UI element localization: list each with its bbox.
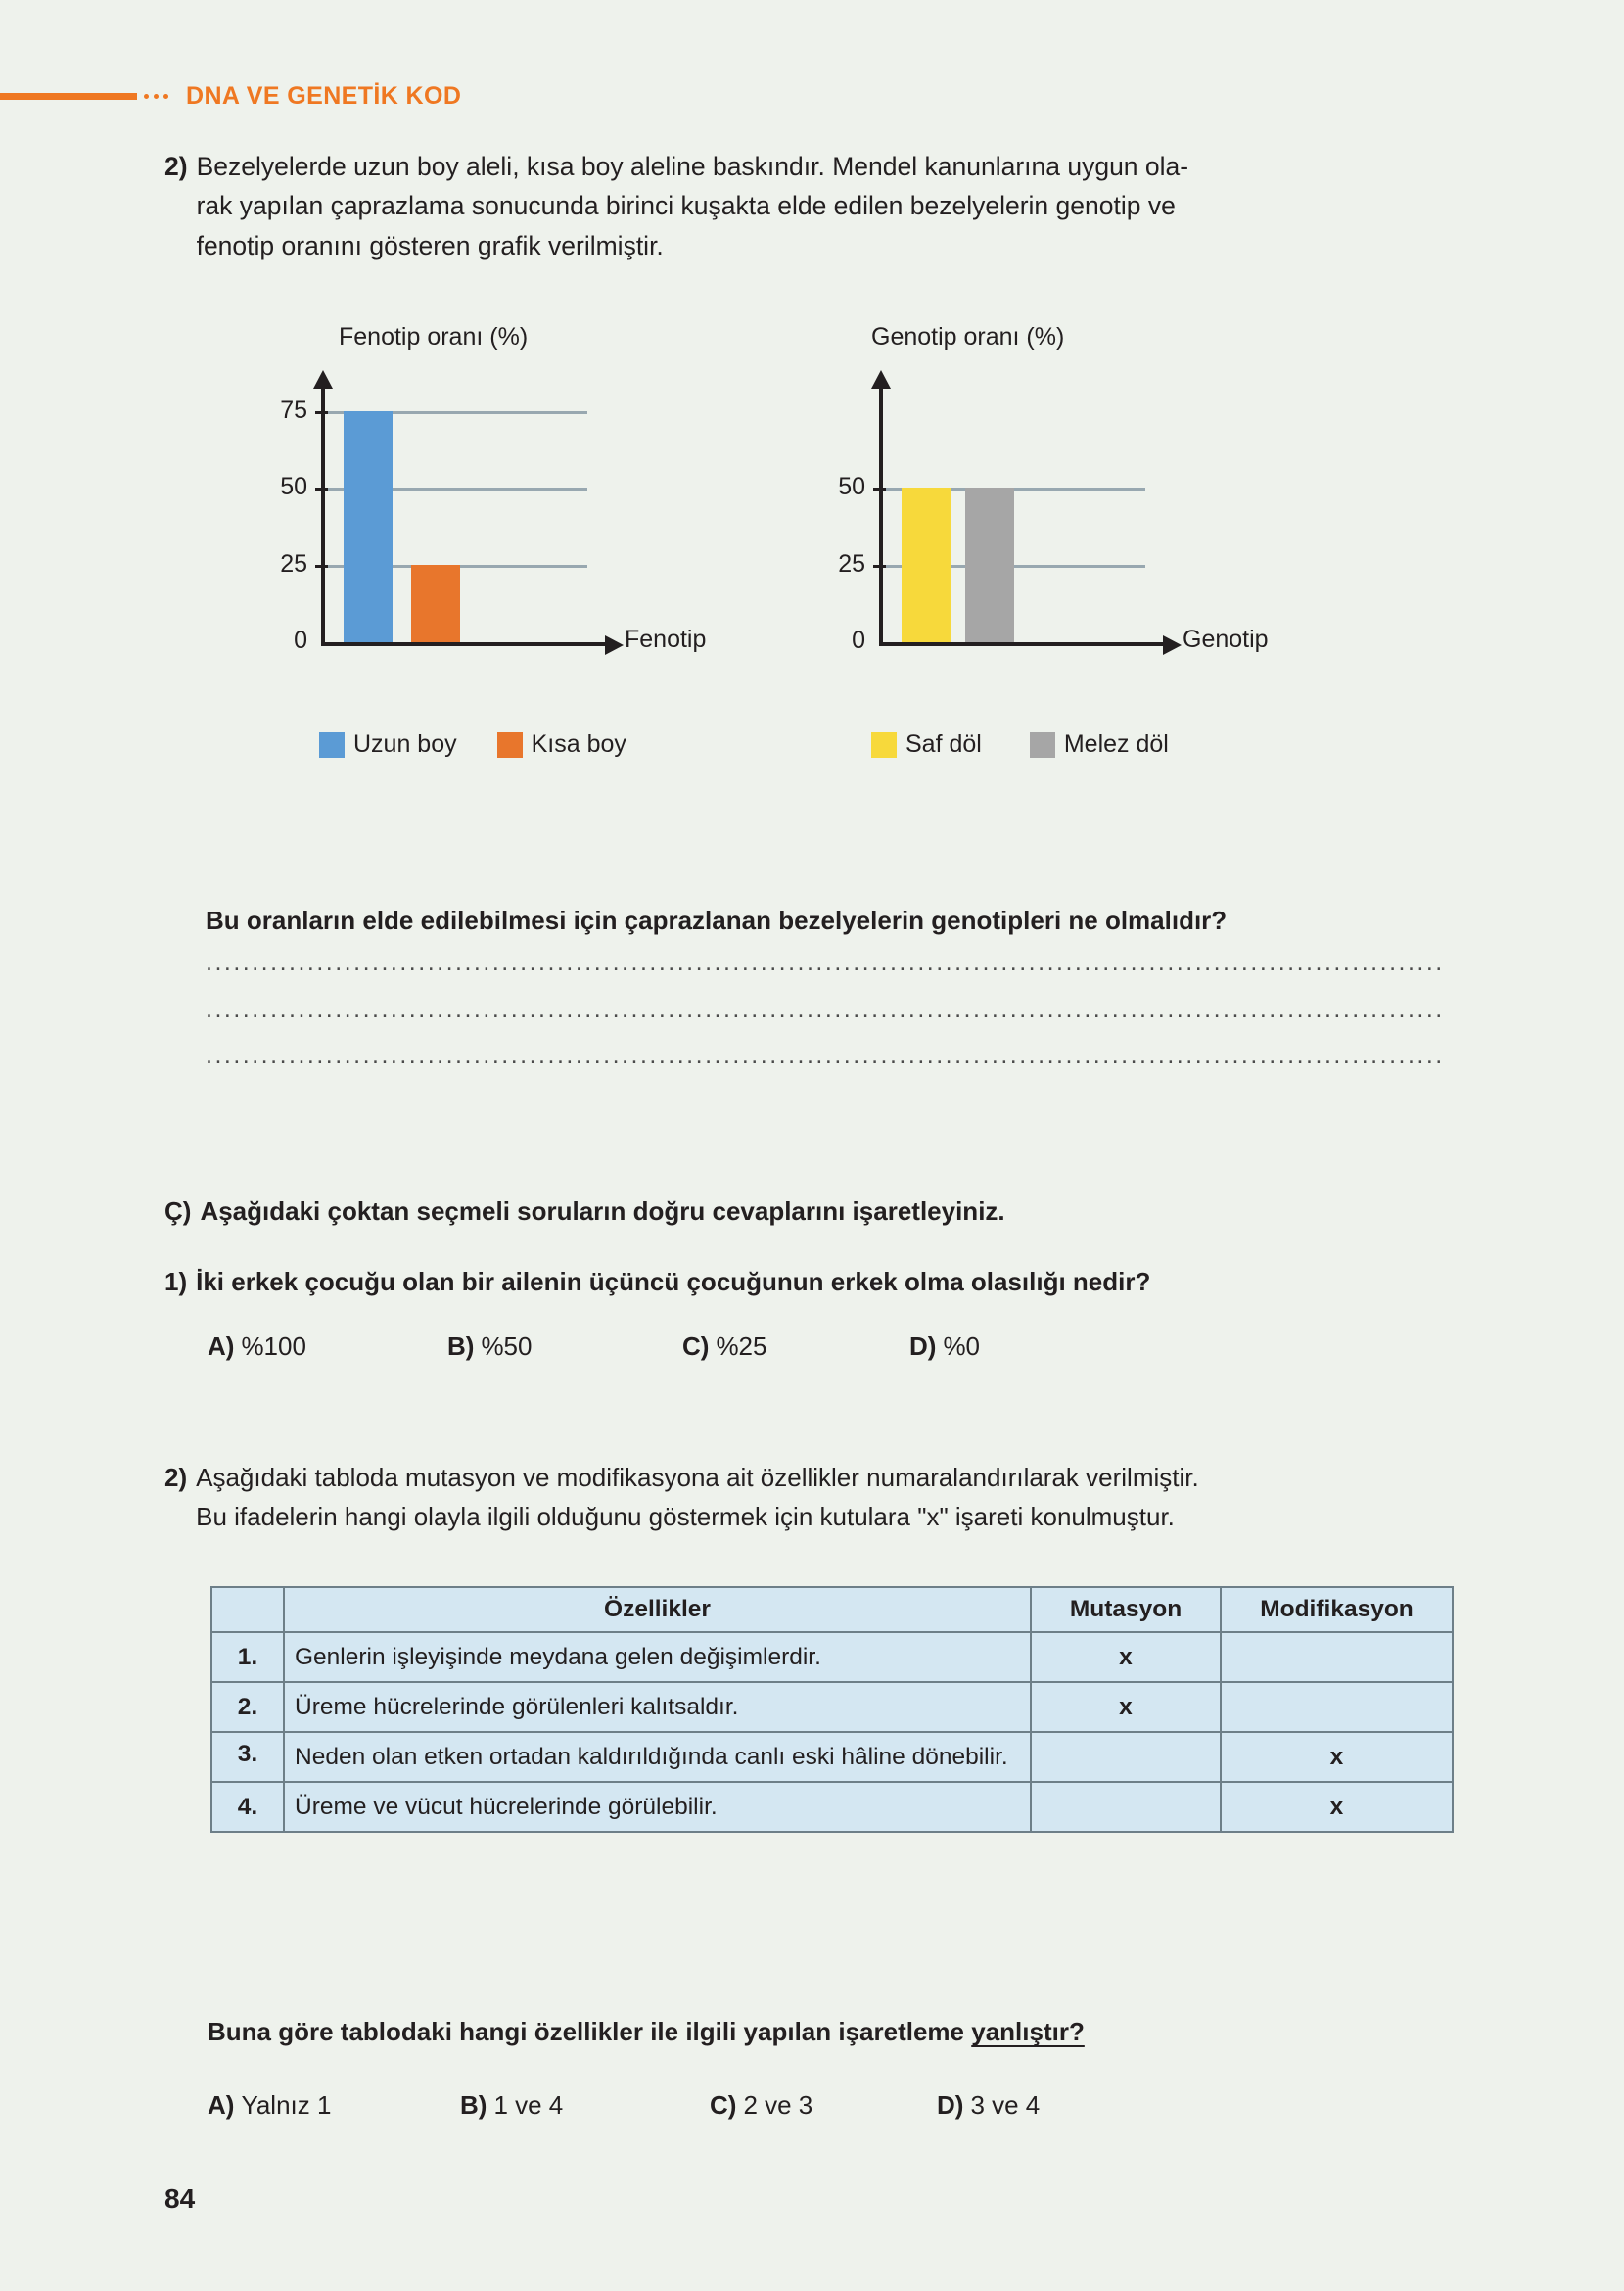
- mcq1-option-d[interactable]: [909, 1332, 980, 1362]
- mcq2-option-c[interactable]: [710, 2090, 937, 2121]
- row1-mutasyon-mark[interactable]: x: [1031, 1632, 1221, 1682]
- legend-label-uzun-boy: Uzun boy: [353, 730, 457, 758]
- y-axis-line: [321, 388, 325, 644]
- y-axis-arrow: [871, 370, 891, 389]
- chart-fenotip: [233, 323, 830, 871]
- mcq2-option-d[interactable]: [937, 2090, 1040, 2121]
- mcq2-option-b-text: 1 ve 4: [493, 2090, 564, 2120]
- row3-no: 3.: [211, 1732, 284, 1782]
- legend-swatch-melez-dol: [1030, 732, 1055, 758]
- chart-fenotip-xlabel: Fenotip: [625, 626, 707, 653]
- mcq1-option-d-letter: D): [909, 1332, 937, 1361]
- legend-item-melez-dol: [1030, 730, 1169, 759]
- row3-mutasyon-mark[interactable]: [1031, 1732, 1221, 1782]
- y-axis-arrow: [313, 370, 333, 389]
- y-axis-line: [879, 388, 883, 644]
- mcq1-option-b[interactable]: [447, 1332, 682, 1362]
- chart-genotip-legend: [871, 730, 1169, 759]
- legend-label-saf-dol: Saf döl: [905, 730, 982, 758]
- mutation-modification-table-wrap: [210, 1586, 1454, 1833]
- section-c-text: Aşağıdaki çoktan seçmeli soruların doğru cevaplarını işaretleyiniz.: [200, 1196, 1005, 1226]
- th-modifikasyon: Modifikasyon: [1221, 1587, 1453, 1632]
- mcq2-option-a-text: Yalnız 1: [241, 2090, 332, 2120]
- row1-no: 1.: [211, 1632, 284, 1682]
- charts-area: [164, 323, 1476, 871]
- ytick-label-25: 25: [280, 550, 307, 578]
- mcq1-option-a-letter: A): [208, 1332, 235, 1361]
- legend-swatch-saf-dol: [871, 732, 897, 758]
- ytick-label-0: 0: [294, 627, 307, 654]
- row1-modifikasyon-mark[interactable]: [1221, 1632, 1453, 1682]
- page-header: [0, 82, 461, 111]
- header-rule: [0, 93, 137, 100]
- mcq1-option-b-letter: B): [447, 1332, 475, 1361]
- tick-25: [873, 565, 886, 568]
- mcq1-option-b-text: %50: [481, 1332, 533, 1361]
- header-title: DNA VE GENETİK KOD: [186, 82, 462, 110]
- legend-label-kisa-boy: Kısa boy: [531, 730, 626, 758]
- chart-genotip-plot: [791, 368, 1388, 711]
- mcq1-option-a-text: %100: [241, 1332, 306, 1361]
- legend-item-kisa-boy: [497, 730, 626, 759]
- legend-item-saf-dol: [871, 730, 982, 759]
- mutation-modification-table: [210, 1586, 1454, 1833]
- question2-text: [197, 147, 1466, 265]
- mcq1-option-c-text: %25: [716, 1332, 767, 1361]
- row3-modifikasyon-mark[interactable]: x: [1221, 1732, 1453, 1782]
- mcq1-number: 1): [164, 1267, 188, 1296]
- ytick-label-75: 75: [280, 397, 307, 424]
- ytick-label-50: 50: [280, 473, 307, 500]
- bar-kisa-boy: [411, 565, 460, 642]
- mcq2-option-c-text: 2 ve 3: [743, 2090, 813, 2120]
- section-c-marker: Ç): [164, 1196, 192, 1226]
- answer-line-3[interactable]: ......................................................................................................................................: [206, 1042, 1445, 1069]
- chart-fenotip-plot: [233, 368, 830, 711]
- chart-genotip-xlabel: Genotip: [1183, 626, 1269, 653]
- bar-saf-dol: [902, 488, 951, 642]
- row2-mutasyon-mark[interactable]: x: [1031, 1682, 1221, 1732]
- mcq2-text: [196, 1459, 1476, 1536]
- mcq2-option-b[interactable]: [460, 2090, 710, 2121]
- x-axis-arrow: [1163, 635, 1182, 655]
- legend-item-uzun-boy: [319, 730, 457, 759]
- tick-25: [315, 565, 328, 568]
- mcq1-options: [208, 1332, 1470, 1362]
- table-row: [211, 1732, 1453, 1782]
- answer-lines: [206, 940, 1468, 1080]
- mcq2-option-a[interactable]: [208, 2090, 460, 2121]
- table-row: [211, 1632, 1453, 1682]
- th-mutasyon: Mutasyon: [1031, 1587, 1221, 1632]
- row4-no: 4.: [211, 1782, 284, 1832]
- mcq2-option-b-letter: B): [460, 2090, 487, 2120]
- ytick-label-0: 0: [852, 627, 865, 654]
- x-axis-arrow: [605, 635, 624, 655]
- table-header-row: [211, 1587, 1453, 1632]
- ytick-label-25: 25: [838, 550, 865, 578]
- bar-uzun-boy: [344, 411, 393, 642]
- mcq2-line-1: Aşağıdaki tabloda mutasyon ve modifikasyona ait özellikler numaralandırılarak verilmiştir.: [196, 1463, 1199, 1492]
- mcq2-line-2: Bu ifadelerin hangi olayla ilgili olduğunu göstermek için kutulara "x" işareti konulmuştur.: [196, 1501, 1175, 1531]
- table-row: [211, 1782, 1453, 1832]
- row3-feature: Neden olan etken ortadan kaldırıldığında canlı eski hâline dönebilir.: [284, 1732, 1031, 1782]
- question2-line-3: fenotip oranını gösteren grafik verilmiştir.: [196, 230, 664, 260]
- chart-genotip-title: Genotip oranı (%): [871, 323, 1065, 351]
- mcq1-option-a[interactable]: [208, 1332, 447, 1362]
- section-c-heading: [164, 1192, 1466, 1232]
- mcq2-followup: [208, 2017, 1480, 2047]
- answer-line-1[interactable]: ......................................................................................................................................: [206, 949, 1445, 976]
- mcq1-option-c[interactable]: [682, 1332, 909, 1362]
- mcq2-option-c-letter: C): [710, 2090, 737, 2120]
- row2-feature: Üreme hücrelerinde görülenleri kalıtsaldır.: [284, 1682, 1031, 1732]
- legend-label-melez-dol: Melez döl: [1063, 730, 1169, 758]
- question2-followup: Bu oranların elde edilebilmesi için çaprazlanan bezelyelerin genotipleri ne olmalıdır?: [206, 906, 1228, 935]
- mcq2-number: 2): [164, 1463, 188, 1492]
- question2-number: 2): [164, 152, 188, 181]
- question2-block: [164, 147, 1466, 265]
- mcq1-option-d-text: %0: [943, 1332, 981, 1361]
- tick-50: [873, 488, 886, 491]
- row4-feature: Üreme ve vücut hücrelerinde görülebilir.: [284, 1782, 1031, 1832]
- row2-modifikasyon-mark[interactable]: [1221, 1682, 1453, 1732]
- mcq2-followup-underlined: yanlıştır?: [971, 2017, 1085, 2046]
- question2-statement: [164, 147, 1466, 265]
- table-row: [211, 1682, 1453, 1732]
- th-no: [211, 1587, 284, 1632]
- bar-melez-dol: [965, 488, 1014, 642]
- mcq2-option-d-text: 3 ve 4: [970, 2090, 1041, 2120]
- mcq2-question: [164, 1459, 1476, 1536]
- mcq2-option-d-letter: D): [937, 2090, 964, 2120]
- th-ozellikler: Özellikler: [284, 1587, 1031, 1632]
- legend-swatch-uzun-boy: [319, 732, 345, 758]
- ytick-label-50: 50: [838, 473, 865, 500]
- mcq1-text: İki erkek çocuğu olan bir ailenin üçüncü çocuğunun erkek olma olasılığı nedir?: [196, 1267, 1151, 1296]
- header-dots-icon: [144, 94, 168, 99]
- x-axis-line: [879, 642, 1167, 646]
- mcq1-question: [164, 1263, 1466, 1302]
- question2-line-2: rak yapılan çaprazlama sonucunda birinci kuşakta elde edilen bezelyelerin genotip ve: [196, 191, 1176, 221]
- chart-fenotip-legend: [319, 730, 626, 759]
- mcq1-option-c-letter: C): [682, 1332, 710, 1361]
- row4-modifikasyon-mark[interactable]: x: [1221, 1782, 1453, 1832]
- mcq2-option-a-letter: A): [208, 2090, 235, 2120]
- chart-fenotip-title: Fenotip oranı (%): [339, 323, 529, 351]
- question2-line-1: Bezelyelerde uzun boy aleli, kısa boy aleline baskındır. Mendel kanunlarına uygun ola-: [196, 152, 1189, 181]
- row2-no: 2.: [211, 1682, 284, 1732]
- answer-line-2[interactable]: ......................................................................................................................................: [206, 995, 1445, 1023]
- row1-feature: Genlerin işleyişinde meydana gelen değişimlerdir.: [284, 1632, 1031, 1682]
- x-axis-line: [321, 642, 609, 646]
- page-number: 84: [164, 2183, 196, 2214]
- tick-75: [315, 411, 328, 414]
- tick-50: [315, 488, 328, 491]
- legend-swatch-kisa-boy: [497, 732, 523, 758]
- mcq2-followup-pre: Buna göre tablodaki hangi özellikler ile ilgili yapılan işaretleme: [208, 2017, 972, 2046]
- row4-mutasyon-mark[interactable]: [1031, 1782, 1221, 1832]
- mcq2-options: [208, 2090, 1470, 2121]
- chart-genotip: [791, 323, 1388, 871]
